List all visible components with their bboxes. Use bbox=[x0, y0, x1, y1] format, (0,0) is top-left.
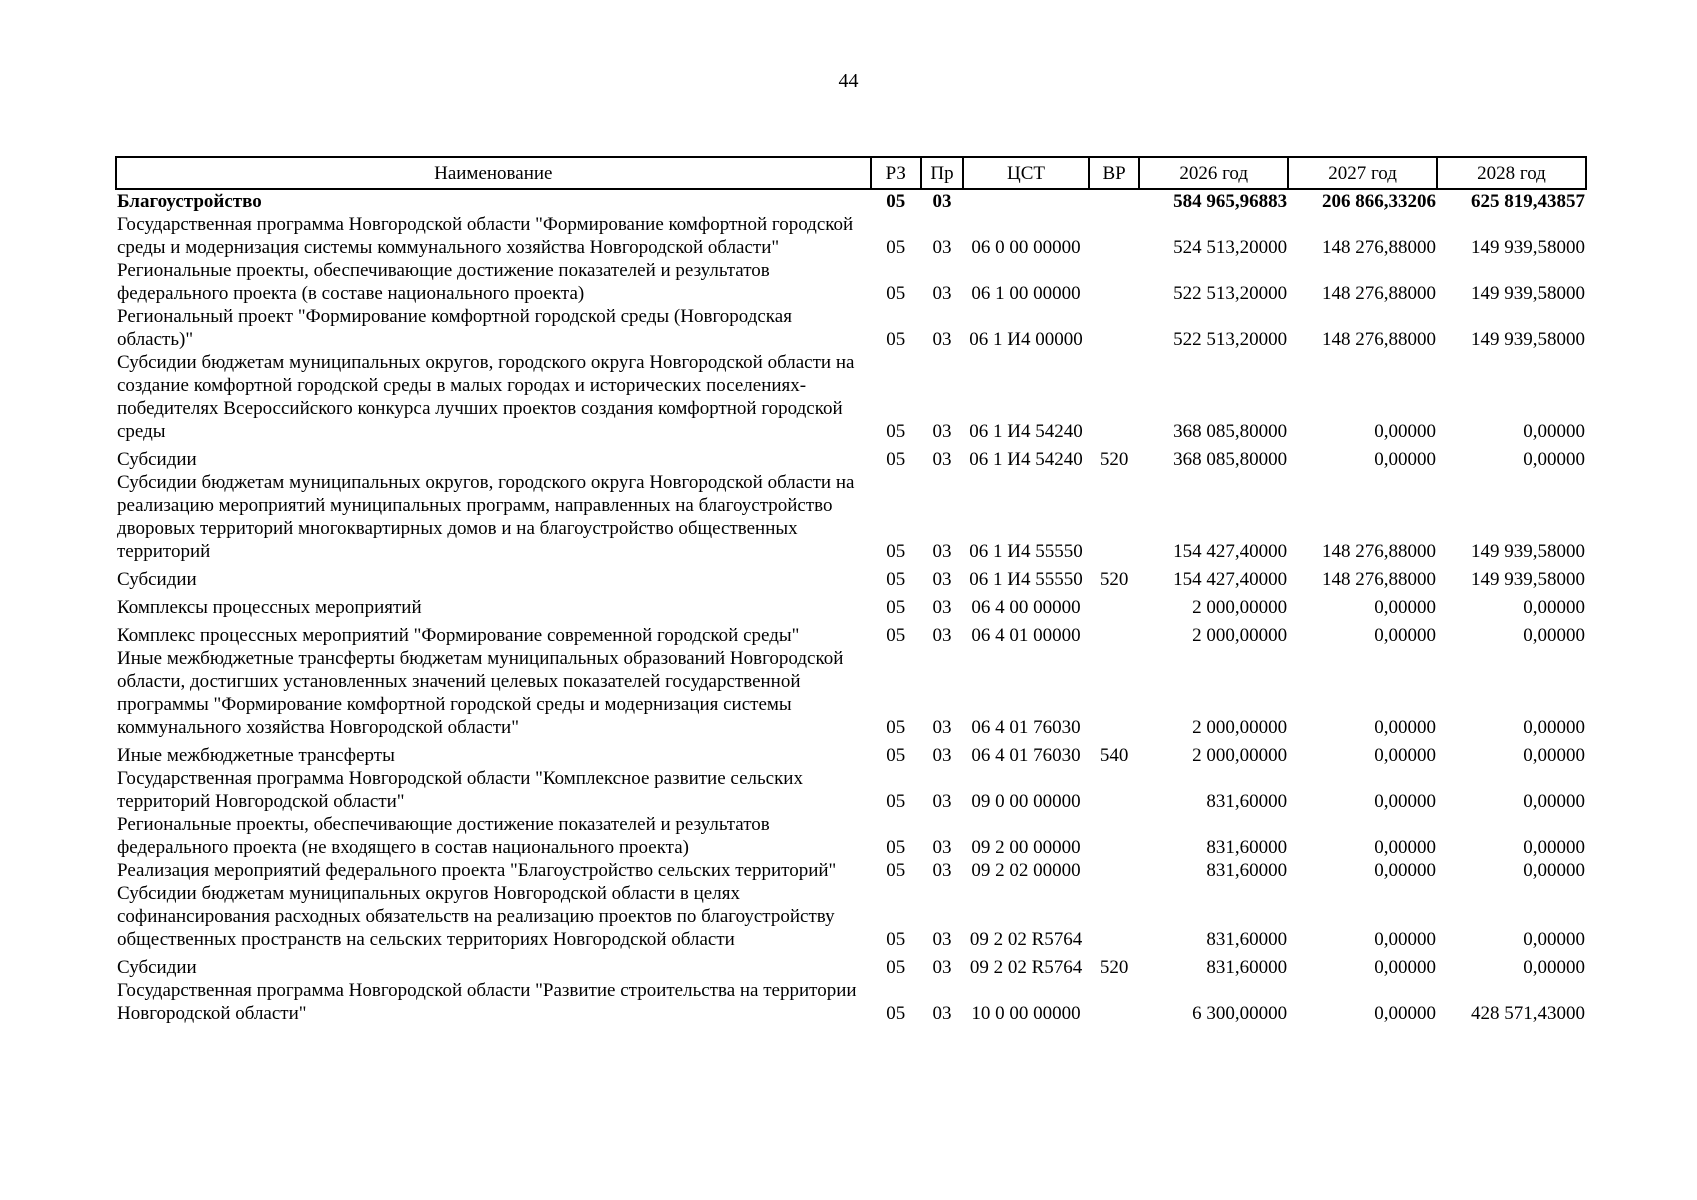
cell-name: Субсидии бюджетам муниципальных округов, городского округа Новгородской области на реализацию мероприятий муниципальных программ, направленных на благоустройство дворовых территорий многоквартирных домов и на благоустройство общественных территорий bbox=[117, 472, 855, 562]
cell-2028: 0,00000 bbox=[1523, 929, 1585, 950]
header-name: Наименование bbox=[116, 157, 871, 189]
cell-2027: 0,00000 bbox=[1374, 745, 1437, 766]
cell-pr: 03 bbox=[932, 929, 952, 950]
cell-2026: 154 427,40000 bbox=[1173, 541, 1288, 562]
cell-2026: 368 085,80000 bbox=[1173, 421, 1288, 442]
cell-2026: 2 000,00000 bbox=[1192, 625, 1288, 646]
cell-rz: 05 bbox=[886, 717, 906, 738]
cell-2026: 522 513,20000 bbox=[1173, 329, 1288, 350]
cell-rz: 05 bbox=[886, 569, 906, 590]
cell-2027: 148 276,88000 bbox=[1322, 329, 1437, 350]
cell-2026: 2 000,00000 bbox=[1192, 597, 1288, 618]
cell-cst: 09 0 00 00000 bbox=[971, 791, 1081, 812]
cell-cst: 06 0 00 00000 bbox=[971, 237, 1081, 258]
cell-pr: 03 bbox=[932, 745, 952, 766]
header-pr: Пр bbox=[921, 157, 963, 189]
cell-vr bbox=[1089, 213, 1139, 259]
cell-cst: 06 4 00 00000 bbox=[971, 597, 1081, 618]
cell-2027: 0,00000 bbox=[1374, 1003, 1437, 1024]
budget-table bbox=[115, 156, 1587, 1025]
cell-rz: 05 bbox=[886, 837, 906, 858]
cell-2026: 831,60000 bbox=[1206, 860, 1288, 881]
table-row bbox=[116, 259, 1586, 305]
table-row bbox=[116, 859, 1586, 882]
cell-cst: 06 1 И4 55550 bbox=[969, 541, 1083, 562]
table-row bbox=[116, 739, 1586, 767]
cell-rz: 05 bbox=[886, 597, 906, 618]
table-row bbox=[116, 882, 1586, 951]
cell-vr bbox=[1089, 305, 1139, 351]
cell-vr: 520 bbox=[1099, 957, 1129, 978]
cell-2026: 2 000,00000 bbox=[1192, 717, 1288, 738]
table-row bbox=[116, 351, 1586, 443]
cell-rz: 05 bbox=[886, 541, 906, 562]
cell-pr: 03 bbox=[932, 717, 952, 738]
cell-vr bbox=[1089, 647, 1139, 739]
cell-cst bbox=[963, 189, 1089, 213]
cell-2026: 584 965,96883 bbox=[1173, 191, 1288, 212]
cell-rz: 05 bbox=[886, 191, 906, 212]
cell-2028: 428 571,43000 bbox=[1471, 1003, 1585, 1024]
cell-2026: 368 085,80000 bbox=[1173, 449, 1288, 470]
table-row bbox=[116, 979, 1586, 1025]
cell-2028: 149 939,58000 bbox=[1471, 541, 1585, 562]
cell-rz: 05 bbox=[886, 449, 906, 470]
cell-name: Субсидии bbox=[117, 957, 197, 978]
cell-2027: 148 276,88000 bbox=[1322, 541, 1437, 562]
cell-vr bbox=[1089, 813, 1139, 859]
cell-name: Государственная программа Новгородской области "Комплексное развитие сельских территорий Новгородской области" bbox=[117, 768, 803, 812]
cell-2028: 149 939,58000 bbox=[1471, 569, 1585, 590]
cell-2027: 0,00000 bbox=[1374, 791, 1437, 812]
cell-name: Государственная программа Новгородской области "Формирование комфортной городской среды и модернизация системы коммунального хозяйства Новгородской области" bbox=[117, 214, 854, 258]
cell-vr bbox=[1089, 979, 1139, 1025]
cell-2028: 625 819,43857 bbox=[1471, 191, 1585, 212]
cell-pr: 03 bbox=[932, 860, 952, 881]
table-row bbox=[116, 767, 1586, 813]
cell-rz: 05 bbox=[886, 745, 906, 766]
cell-2027: 0,00000 bbox=[1374, 597, 1437, 618]
cell-name: Региональный проект "Формирование комфортной городской среды (Новгородская область)" bbox=[117, 306, 792, 350]
cell-pr: 03 bbox=[932, 957, 952, 978]
cell-2027: 0,00000 bbox=[1374, 421, 1437, 442]
table-row bbox=[116, 951, 1586, 979]
cell-name: Благоустройство bbox=[117, 191, 262, 212]
cell-name: Иные межбюджетные трансферты бюджетам муниципальных образований Новгородской области, достигших установленных значений целевых показателей государственной программы "Формирование комфортной городской среды и модернизация системы коммунального хозяйства Новгородской области" bbox=[117, 648, 844, 738]
cell-2027: 0,00000 bbox=[1374, 625, 1437, 646]
cell-2027: 0,00000 bbox=[1374, 837, 1437, 858]
table-row bbox=[116, 591, 1586, 619]
cell-vr bbox=[1089, 619, 1139, 647]
cell-pr: 03 bbox=[932, 791, 952, 812]
table-body bbox=[116, 189, 1586, 1025]
cell-cst: 10 0 00 00000 bbox=[971, 1003, 1081, 1024]
cell-2028: 0,00000 bbox=[1523, 625, 1585, 646]
cell-2027: 148 276,88000 bbox=[1322, 569, 1437, 590]
cell-vr bbox=[1089, 471, 1139, 563]
cell-cst: 09 2 02 00000 bbox=[971, 860, 1081, 881]
cell-vr bbox=[1089, 767, 1139, 813]
cell-vr: 520 bbox=[1099, 449, 1129, 470]
header-rz: РЗ bbox=[871, 157, 921, 189]
cell-2028: 149 939,58000 bbox=[1471, 237, 1585, 258]
cell-name: Комплекс процессных мероприятий "Формирование современной городской среды" bbox=[117, 625, 800, 646]
table-row bbox=[116, 619, 1586, 647]
cell-2027: 206 866,33206 bbox=[1322, 191, 1437, 212]
cell-2027: 0,00000 bbox=[1374, 957, 1437, 978]
cell-cst: 06 4 01 76030 bbox=[971, 717, 1081, 738]
table-row bbox=[116, 443, 1586, 471]
cell-2028: 0,00000 bbox=[1523, 837, 1585, 858]
cell-pr: 03 bbox=[932, 569, 952, 590]
cell-2028: 0,00000 bbox=[1523, 957, 1585, 978]
cell-vr bbox=[1089, 882, 1139, 951]
header-cst: ЦСТ bbox=[963, 157, 1089, 189]
cell-2026: 831,60000 bbox=[1206, 957, 1288, 978]
cell-2026: 6 300,00000 bbox=[1192, 1003, 1288, 1024]
cell-rz: 05 bbox=[886, 791, 906, 812]
cell-2027: 148 276,88000 bbox=[1322, 237, 1437, 258]
cell-2027: 0,00000 bbox=[1374, 449, 1437, 470]
cell-2028: 0,00000 bbox=[1523, 449, 1585, 470]
table-row bbox=[116, 471, 1586, 563]
cell-name: Субсидии бюджетам муниципальных округов Новгородской области в целях софинансирования расходных обязательств на реализацию проектов по благоустройству общественных пространств на сельских территориях Новгородской области bbox=[117, 883, 835, 950]
cell-name: Государственная программа Новгородской области "Развитие строительства на территории Новгородской области" bbox=[117, 980, 857, 1024]
cell-cst: 06 4 01 00000 bbox=[971, 625, 1081, 646]
table-row bbox=[116, 813, 1586, 859]
cell-name: Реализация мероприятий федерального проекта "Благоустройство сельских территорий" bbox=[117, 860, 837, 881]
cell-2028: 149 939,58000 bbox=[1471, 283, 1585, 304]
cell-rz: 05 bbox=[886, 957, 906, 978]
cell-cst: 06 4 01 76030 bbox=[971, 745, 1081, 766]
cell-pr: 03 bbox=[932, 237, 952, 258]
cell-2027: 0,00000 bbox=[1374, 860, 1437, 881]
cell-rz: 05 bbox=[886, 237, 906, 258]
cell-vr: 520 bbox=[1099, 569, 1129, 590]
cell-2026: 831,60000 bbox=[1206, 791, 1288, 812]
cell-name: Региональные проекты, обеспечивающие достижение показателей и результатов федерального проекта (не входящего в состав национального проекта) bbox=[117, 814, 770, 858]
cell-pr: 03 bbox=[932, 1003, 952, 1024]
cell-cst: 09 2 02 R5764 bbox=[969, 957, 1083, 978]
cell-vr bbox=[1089, 259, 1139, 305]
cell-name: Региональные проекты, обеспечивающие достижение показателей и результатов федерального проекта (в составе национального проекта) bbox=[117, 260, 770, 304]
table-row bbox=[116, 563, 1586, 591]
cell-cst: 06 1 И4 54240 bbox=[969, 421, 1083, 442]
cell-pr: 03 bbox=[932, 421, 952, 442]
cell-pr: 03 bbox=[932, 597, 952, 618]
cell-rz: 05 bbox=[886, 1003, 906, 1024]
cell-pr: 03 bbox=[932, 329, 952, 350]
cell-2028: 0,00000 bbox=[1523, 860, 1585, 881]
cell-pr: 03 bbox=[932, 283, 952, 304]
page-number: 44 bbox=[838, 70, 859, 92]
cell-cst: 09 2 02 R5764 bbox=[969, 929, 1083, 950]
cell-rz: 05 bbox=[886, 860, 906, 881]
cell-2026: 154 427,40000 bbox=[1173, 569, 1288, 590]
cell-2028: 0,00000 bbox=[1523, 791, 1585, 812]
cell-cst: 06 1 И4 00000 bbox=[969, 329, 1083, 350]
cell-rz: 05 bbox=[886, 421, 906, 442]
table-header bbox=[116, 157, 1586, 189]
cell-rz: 05 bbox=[886, 929, 906, 950]
cell-2028: 0,00000 bbox=[1523, 717, 1585, 738]
cell-pr: 03 bbox=[932, 625, 952, 646]
cell-cst: 06 1 И4 55550 bbox=[969, 569, 1083, 590]
cell-pr: 03 bbox=[932, 449, 952, 470]
header-2026: 2026 год bbox=[1139, 157, 1288, 189]
cell-2028: 149 939,58000 bbox=[1471, 329, 1585, 350]
cell-pr: 03 bbox=[932, 191, 952, 212]
header-2027: 2027 год bbox=[1288, 157, 1437, 189]
cell-2027: 0,00000 bbox=[1374, 717, 1437, 738]
cell-2028: 0,00000 bbox=[1523, 421, 1585, 442]
cell-rz: 05 bbox=[886, 283, 906, 304]
cell-name: Субсидии bbox=[117, 449, 197, 470]
cell-2026: 524 513,20000 bbox=[1173, 237, 1288, 258]
cell-2026: 831,60000 bbox=[1206, 929, 1288, 950]
cell-2027: 0,00000 bbox=[1374, 929, 1437, 950]
cell-name: Субсидии бюджетам муниципальных округов, городского округа Новгородской области на создание комфортной городской среды в малых городах и исторических поселениях-победителях Всероссийского конкурса лучших проектов создания комфортной городской среды bbox=[117, 352, 855, 442]
cell-rz: 05 bbox=[886, 329, 906, 350]
cell-2026: 831,60000 bbox=[1206, 837, 1288, 858]
cell-vr bbox=[1089, 351, 1139, 443]
cell-cst: 09 2 00 00000 bbox=[971, 837, 1081, 858]
table-row bbox=[116, 213, 1586, 259]
cell-vr: 540 bbox=[1099, 745, 1129, 766]
cell-2028: 0,00000 bbox=[1523, 745, 1585, 766]
cell-vr bbox=[1089, 189, 1139, 213]
cell-2028: 0,00000 bbox=[1523, 597, 1585, 618]
cell-name: Комплексы процессных мероприятий bbox=[117, 597, 422, 618]
cell-vr bbox=[1089, 859, 1139, 882]
table-row bbox=[116, 189, 1586, 213]
header-2028: 2028 год bbox=[1437, 157, 1586, 189]
cell-name: Субсидии bbox=[117, 569, 197, 590]
cell-pr: 03 bbox=[932, 541, 952, 562]
table-row bbox=[116, 305, 1586, 351]
cell-cst: 06 1 00 00000 bbox=[971, 283, 1081, 304]
cell-2026: 522 513,20000 bbox=[1173, 283, 1288, 304]
cell-cst: 06 1 И4 54240 bbox=[969, 449, 1083, 470]
cell-2026: 2 000,00000 bbox=[1192, 745, 1288, 766]
cell-rz: 05 bbox=[886, 625, 906, 646]
header-vr: ВР bbox=[1089, 157, 1139, 189]
cell-name: Иные межбюджетные трансферты bbox=[117, 745, 395, 766]
cell-2027: 148 276,88000 bbox=[1322, 283, 1437, 304]
cell-vr bbox=[1089, 591, 1139, 619]
cell-pr: 03 bbox=[932, 837, 952, 858]
table-row bbox=[116, 647, 1586, 739]
